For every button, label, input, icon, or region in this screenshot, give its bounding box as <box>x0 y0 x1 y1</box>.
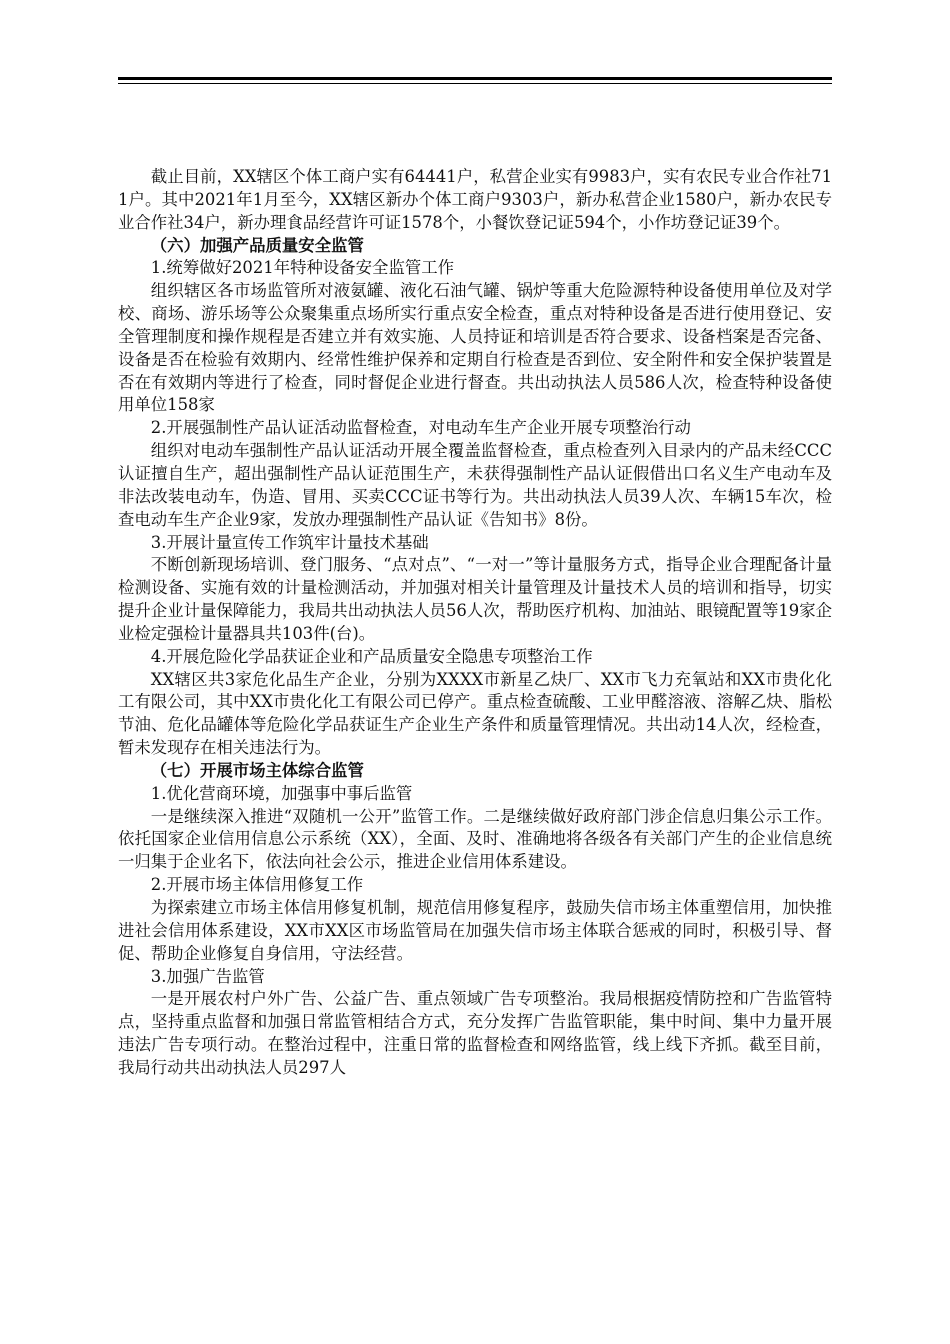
subheading: 2.开展市场主体信用修复工作 <box>150 875 364 895</box>
paragraph: 为探索建立市场主体信用修复机制，规范信用修复程序，鼓励失信市场主体重塑信用，加快推进社会信用体系建设，XX市XX区市场监管局在加强失信市场主体联合惩戒的同时，积极引导、督促、帮助企业修复自身信用，守法经营。 <box>118 898 832 963</box>
paragraph: XX辖区共3家危化品生产企业，分别为XXXX市新星乙炔厂、XX市飞力充氧站和XX市贵化化工有限公司，其中XX市贵化化工有限公司已停产。重点检查硫酸、工业甲醛溶液、溶解乙炔、脂松节油、危化品罐体等危险化学品获证生产企业生产条件和质量管理情况。共出动14人次，经检查，暂未发现存在相关违法行为。 <box>118 669 832 758</box>
section-heading: （七）开展市场主体综合监管 <box>150 760 364 780</box>
paragraph: 一是开展农村户外广告、公益广告、重点领域广告专项整治。我局根据疫情防控和广告监管特点，坚持重点监督和加强日常监管相结合方式，充分发挥广告监管职能，集中时间、集中力量开展违法广告专项行动。在整治过程中，注重日常的监督检查和网络监管，线上线下齐抓。截至目前，我局行动共出动执法人员297人 <box>118 989 832 1077</box>
paragraph: 组织对电动车强制性产品认证活动开展全覆盖监督检查，重点检查列入目录内的产品未经CCC认证擅自生产，超出强制性产品认证范围生产，未获得强制性产品认证假借出口名义生产电动车及非法改装电动车，伪造、冒用、买卖CCC证书等行为。共出动执法人员39人次、车辆15车次，检查电动车生产企业9家，发放办理强制性产品认证《告知书》8份。 <box>118 441 832 529</box>
paragraph: 截止目前，XX辖区个体工商户实有64441户，私营企业实有9983户，实有农民专业合作社711户。其中2021年1月至今，XX辖区新办个体工商户9303户，新办私营企业1580户，新办农民专业合作社34户，新办理食品经营许可证1578个，小餐饮登记证594个，小作坊登记证39个。 <box>118 167 832 232</box>
subheading: 1.优化营商环境，加强事中事后监管 <box>150 783 413 803</box>
paragraph: 不断创新现场培训、登门服务、“点对点”、“一对一”等计量服务方式，指导企业合理配备计量检测设备、实施有效的计量检测活动，并加强对相关计量管理及计量技术人员的培训和指导，切实提升企业计量保障能力，我局共出动执法人员56人次，帮助医疗机构、加油站、眼镜配置等19家企业检定强检计量器具共103件(台)。 <box>118 555 832 643</box>
paragraph: 一是继续深入推进“双随机一公开”监管工作。二是继续做好政府部门涉企信息归集公示工作。依托国家企业信用信息公示系统（XX），全面、及时、准确地将各级各有关部门产生的企业信息统一归集于企业名下，依法向社会公示，推进企业信用体系建设。 <box>118 806 832 872</box>
subheading: 1.统筹做好2021年特种设备安全监管工作 <box>150 258 455 278</box>
paragraph: 组织辖区各市场监管所对液氨罐、液化石油气罐、锅炉等重大危险源特种设备使用单位及对学校、商场、游乐场等公众聚集重点场所实行重点安全检查，重点对特种设备是否进行使用登记、安全管理制度和操作规程是否建立并有效实施、人员持证和培训是否符合要求、设备档案是否完备、设备是否在检验有效期内、经常性维护保养和定期自行检查是否到位、安全附件和安全保护装置是否在有效期内等进行了检查，同时督促企业进行督查。共出动执法人员586人次，检查特种设备使用单位158家 <box>118 281 832 415</box>
subheading: 3.开展计量宣传工作筑牢计量技术基础 <box>150 532 429 552</box>
subheading: 2.开展强制性产品认证活动监督检查，对电动车生产企业开展专项整治行动 <box>150 418 691 438</box>
subheading: 3.加强广告监管 <box>150 966 265 986</box>
section-heading: （六）加强产品质量安全监管 <box>150 235 364 255</box>
header-rule-thin <box>118 83 832 84</box>
subheading: 4.开展危险化学品获证企业和产品质量安全隐患专项整治工作 <box>150 646 593 666</box>
document-body <box>118 166 832 1080</box>
header-rule-thick <box>118 77 832 80</box>
